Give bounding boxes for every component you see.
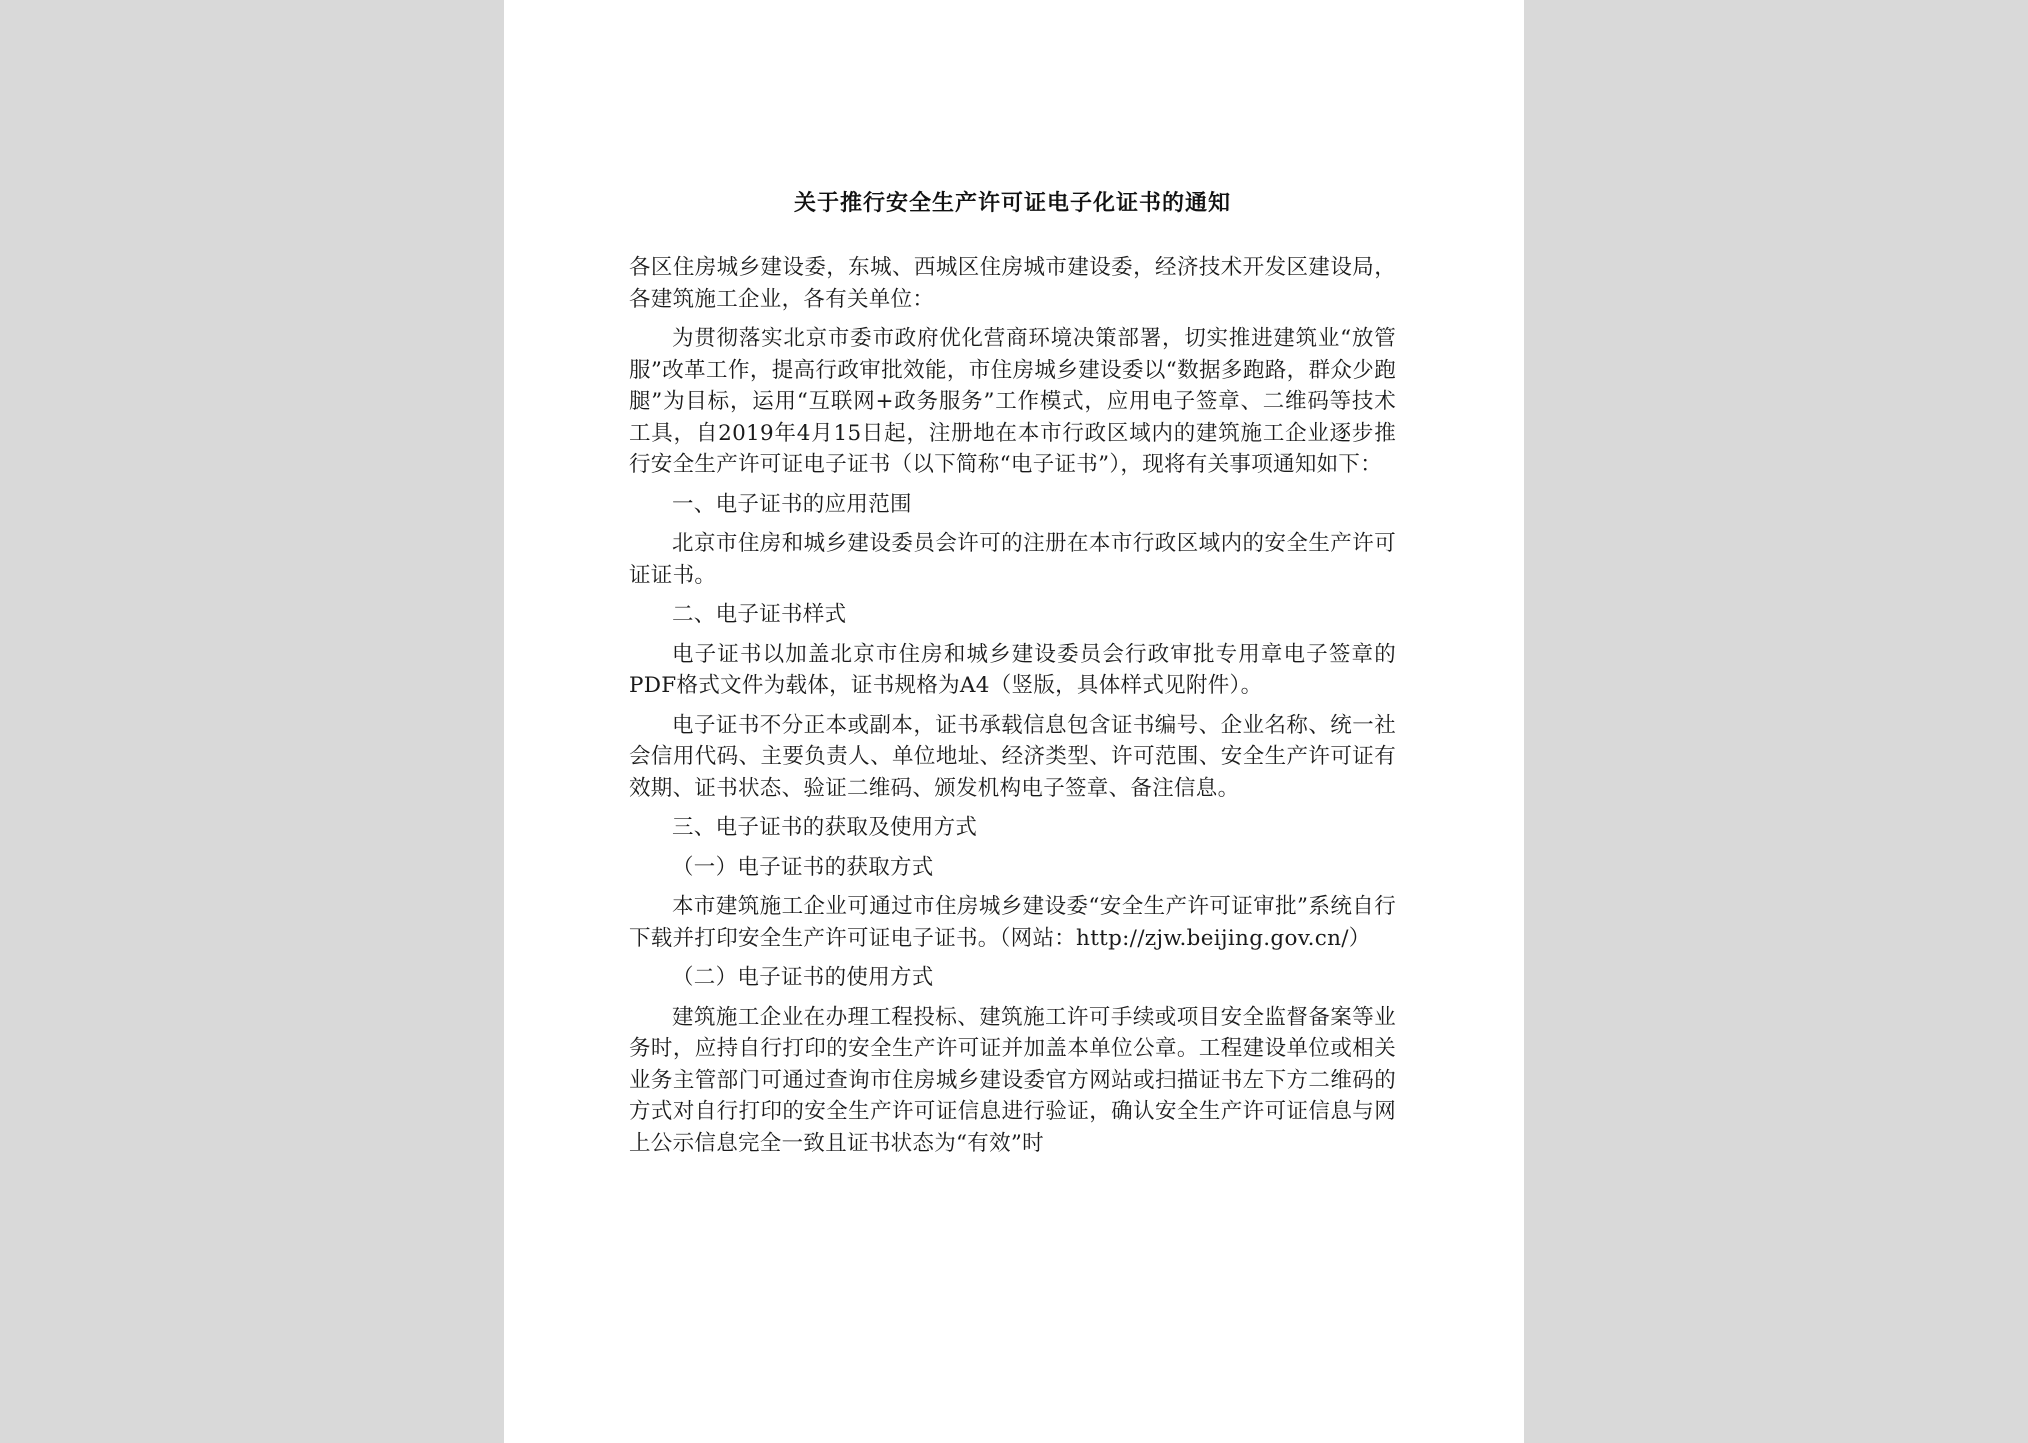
document-page [504, 0, 1524, 1443]
section-2-heading: 二、电子证书样式 [672, 602, 847, 627]
salutation-paragraph: 各区住房城乡建设委，东城、西城区住房城市建设委，经济技术开发区建设局，各建筑施工企业，各有关单位： [629, 255, 1396, 312]
section-1-heading: 一、电子证书的应用范围 [672, 491, 912, 517]
intro-paragraph: 为贯彻落实北京市委市政府优化营商环境决策部署，切实推进建筑业“放管服”改革工作，提高行政审批效能，市住房城乡建设委以“数据多跑路，群众少跑腿”为目标，运用“互联网+政务服务”工作模式，应用电子签章、二维码等技术工具，自2019年4月15日起，注册地在本市行政区域内的建筑施工企业逐步推行安全生产许可证电子证书（以下简称“电子证书”），现将有关事项通知如下： [629, 326, 1396, 477]
document-title: 关于推行安全生产许可证电子化证书的通知 [793, 191, 1231, 216]
section-3-heading: 三、电子证书的获取及使用方式 [672, 815, 978, 840]
section-3-subheading-1: （一）电子证书的获取方式 [672, 854, 934, 880]
section-2-body-1: 电子证书以加盖北京市住房和城乡建设委员会行政审批专用章电子签章的PDF格式文件为载体，证书规格为A4（竖版，具体样式见附件）。 [629, 641, 1396, 698]
section-2-body-2: 电子证书不分正本或副本，证书承载信息包含证书编号、企业名称、统一社会信用代码、主要负责人、单位地址、经济类型、许可范围、安全生产许可证有效期、证书状态、验证二维码、颁发机构电子签章、备注信息。 [629, 712, 1396, 801]
section-3-sub-2-body: 建筑施工企业在办理工程投标、建筑施工许可手续或项目安全监督备案等业务时，应持自行打印的安全生产许可证并加盖本单位公章。工程建设单位或相关业务主管部门可通过查询市住房城乡建设委官方网站或扫描证书左下方二维码的方式对自行打印的安全生产许可证信息进行验证，确认安全生产许可证信息与网上公示信息完全一致且证书状态为“有效”时 [629, 1004, 1396, 1156]
section-3-sub-1-body: 本市建筑施工企业可通过市住房城乡建设委“安全生产许可证审批”系统自行下载并打印安全生产许可证电子证书。（网站：http://zjw.beijing.gov.cn/） [629, 894, 1396, 951]
section-1-body: 北京市住房和城乡建设委员会许可的注册在本市行政区域内的安全生产许可证证书。 [629, 531, 1396, 588]
section-3-subheading-2: （二）电子证书的使用方式 [672, 965, 934, 990]
